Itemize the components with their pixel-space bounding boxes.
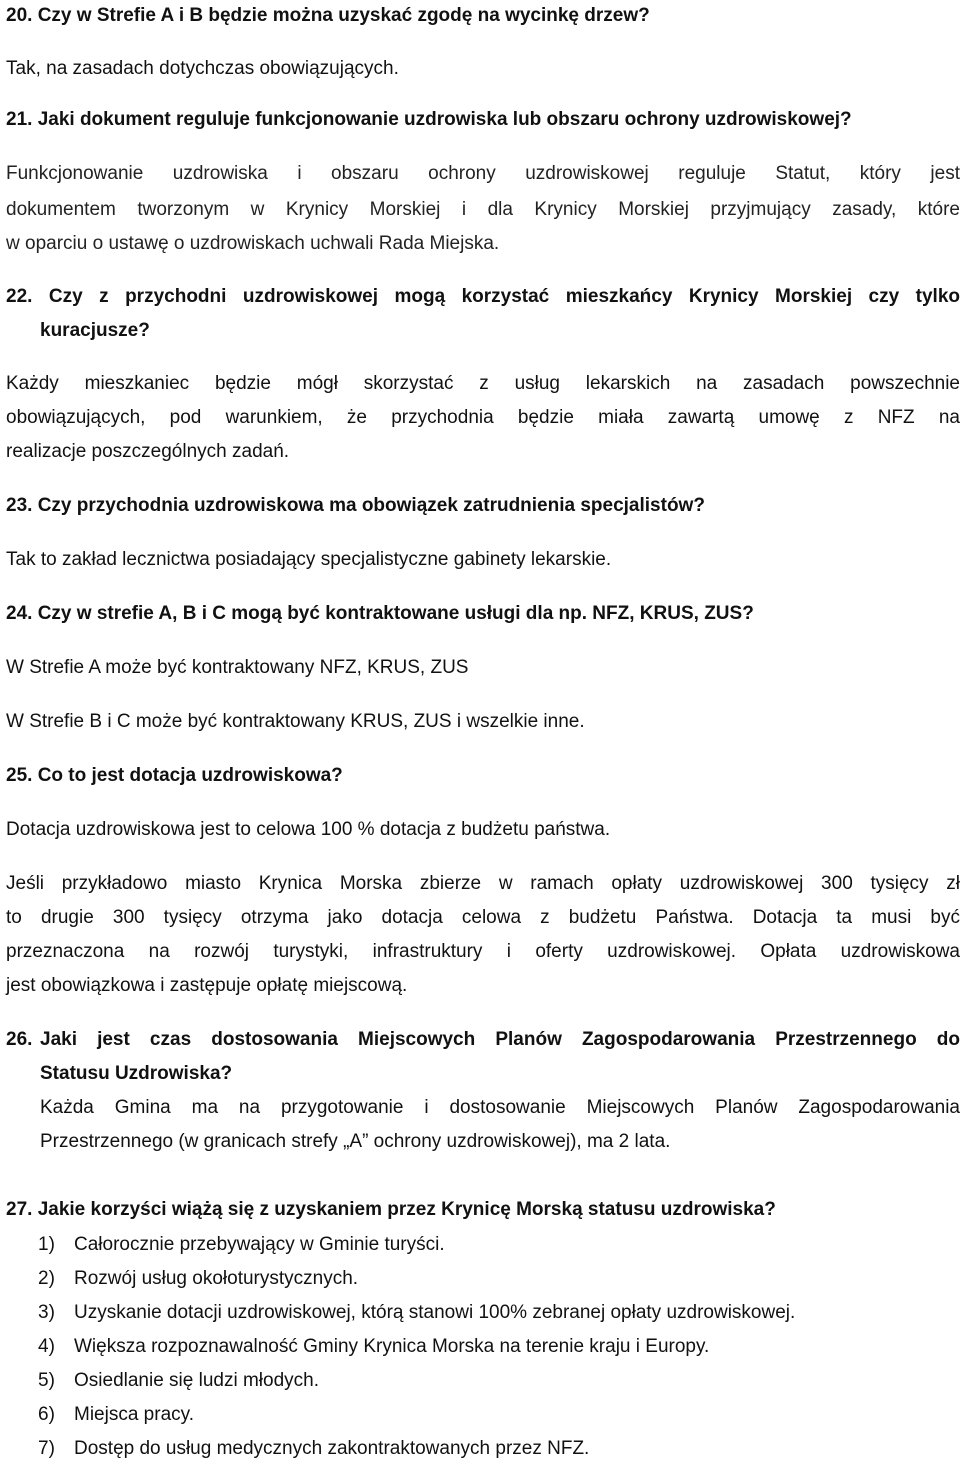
- q22-answer-line: realizacje poszczególnych zadań.: [6, 441, 290, 462]
- q27-question: 27. Jakie korzyści wiążą się z uzyskaniem przez Krynicę Morską statusu uzdrowiska?: [6, 1199, 776, 1220]
- list-item: Miejsca pracy.: [74, 1404, 195, 1425]
- q20-question: 20. Czy w Strefie A i B będzie można uzyskać zgodę na wycinkę drzew?: [6, 5, 650, 26]
- q25-extra-line: przeznaczona na rozwój turystyki, infrastruktury i oferty uzdrowiskowej. Opłata uzdrowiskowa: [6, 941, 960, 962]
- list-item: Większa rozpoznawalność Gminy Krynica Morska na terenie kraju i Europy.: [74, 1336, 710, 1357]
- q26-question-line: Statusu Uzdrowiska?: [40, 1063, 233, 1084]
- q23-answer: Tak to zakład lecznictwa posiadający specjalistyczne gabinety lekarskie.: [6, 549, 612, 570]
- q21-answer-line: Funkcjonowanie uzdrowiska i obszaru ochrony uzdrowiskowej reguluje Statut, który jest: [6, 163, 960, 184]
- list-item-number: 1): [38, 1234, 55, 1255]
- list-item-number: 5): [38, 1370, 55, 1391]
- q24-answer-bc: W Strefie B i C może być kontraktowany KRUS, ZUS i wszelkie inne.: [6, 711, 585, 732]
- list-item-number: 2): [38, 1268, 55, 1289]
- list-item-number: 7): [38, 1438, 55, 1459]
- q24-question: 24. Czy w strefie A, B i C mogą być kontraktowane usługi dla np. NFZ, KRUS, ZUS?: [6, 603, 754, 624]
- list-item-number: 4): [38, 1336, 55, 1357]
- q25-extra-line: jest obowiązkowa i zastępuje opłatę miejscową.: [6, 975, 408, 996]
- list-item-number: 3): [38, 1302, 55, 1323]
- list-item: Całorocznie przebywający w Gminie turyści.: [74, 1234, 445, 1255]
- q26-answer-line: Przestrzennego (w granicach strefy „A” ochrony uzdrowiskowej), ma 2 lata.: [40, 1131, 671, 1152]
- list-item: Uzyskanie dotacji uzdrowiskowej, którą stanowi 100% zebranej opłaty uzdrowiskowej.: [74, 1302, 796, 1323]
- q25-extra-line: to drugie 300 tysięcy otrzyma jako dotacja celowa z budżetu Państwa. Dotacja ta musi być: [6, 907, 960, 928]
- q26-number: 26.: [6, 1029, 33, 1050]
- list-item: Dostęp do usług medycznych zakontraktowanych przez NFZ.: [74, 1438, 590, 1459]
- list-item-number: 6): [38, 1404, 55, 1425]
- q22-question-line: 22. Czy z przychodni uzdrowiskowej mogą korzystać mieszkańcy Krynicy Morskiej czy tylko: [6, 286, 960, 307]
- list-item: Rozwój usług okołoturystycznych.: [74, 1268, 359, 1289]
- q22-answer-line: obowiązujących, pod warunkiem, że przychodnia będzie miała zawartą umowę z NFZ na: [6, 407, 960, 428]
- q22-question-line: kuracjusze?: [40, 320, 150, 341]
- q25-question: 25. Co to jest dotacja uzdrowiskowa?: [6, 765, 343, 786]
- q21-answer-line: dokumentem tworzonym w Krynicy Morskiej i dla Krynicy Morskiej przyjmujący zasady, które: [6, 199, 960, 220]
- list-item: Osiedlanie się ludzi młodych.: [74, 1370, 320, 1391]
- q21-answer-line: w oparciu o ustawę o uzdrowiskach uchwali Rada Miejska.: [6, 233, 500, 254]
- q26-question-line: Jaki jest czas dostosowania Miejscowych Planów Zagospodarowania Przestrzennego do: [40, 1029, 960, 1050]
- q25-answer: Dotacja uzdrowiskowa jest to celowa 100 % dotacja z budżetu państwa.: [6, 819, 611, 840]
- q26-answer-line: Każda Gmina ma na przygotowanie i dostosowanie Miejscowych Planów Zagospodarowania: [40, 1097, 960, 1118]
- q20-answer: Tak, na zasadach dotychczas obowiązujących.: [6, 58, 399, 79]
- q21-question: 21. Jaki dokument reguluje funkcjonowanie uzdrowiska lub obszaru ochrony uzdrowiskowej?: [6, 109, 852, 130]
- q24-answer-a: W Strefie A może być kontraktowany NFZ, KRUS, ZUS: [6, 657, 469, 678]
- q25-extra-line: Jeśli przykładowo miasto Krynica Morska zbierze w ramach opłaty uzdrowiskowej 300 tysięcy zł: [6, 873, 960, 894]
- q23-question: 23. Czy przychodnia uzdrowiskowa ma obowiązek zatrudnienia specjalistów?: [6, 495, 705, 516]
- q22-answer-line: Każdy mieszkaniec będzie mógł skorzystać z usług lekarskich na zasadach powszechnie: [6, 373, 960, 394]
